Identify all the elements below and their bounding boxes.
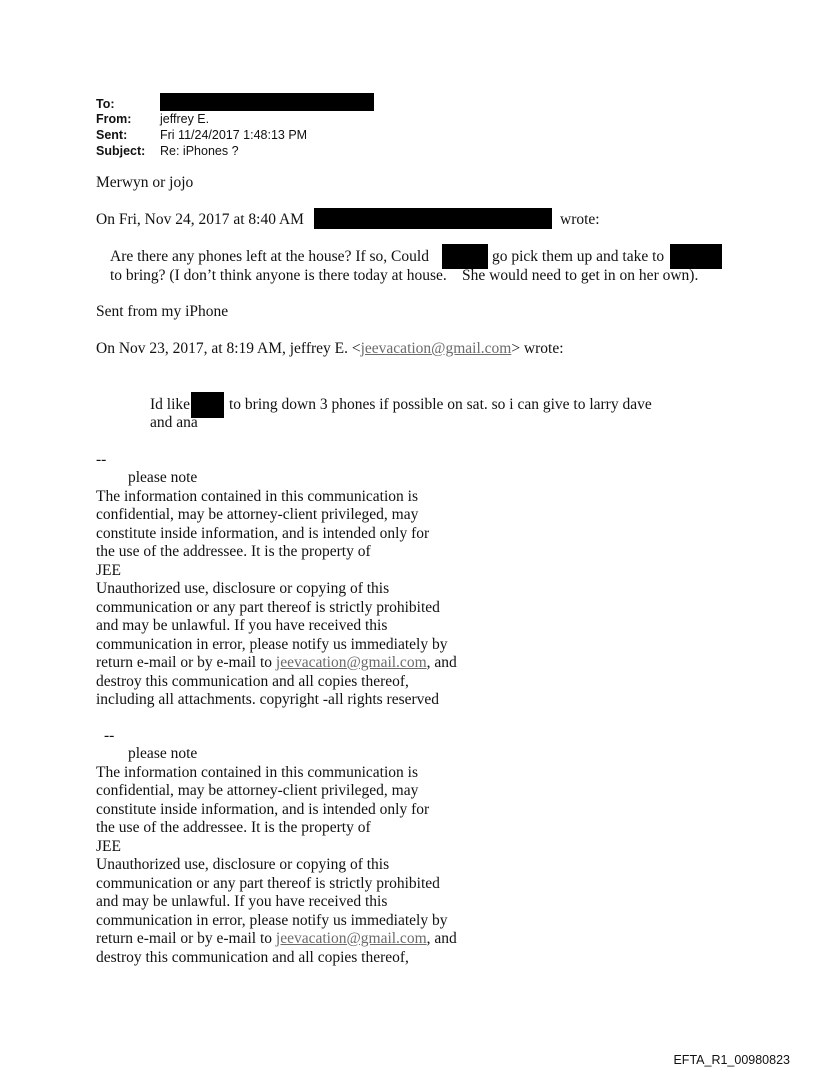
quote2-intro-left: On Nov 23, 2017, at 8:19 AM, jeffrey E. < (96, 340, 361, 357)
disclaimer-1-line: destroy this communication and all copies thereof, (96, 672, 409, 690)
disclaimer-2-line: constitute inside information, and is intended only for (96, 800, 430, 818)
from-value: jeffrey E. (160, 112, 210, 126)
disclaimer-1 (96, 469, 457, 710)
quote2-line1-left: Id like (150, 396, 191, 413)
disclaimer-2-line: JEE (96, 837, 121, 855)
disclaimer-1-line: constitute inside information, and is intended only for (96, 524, 430, 542)
disclaimer-2 (96, 745, 457, 967)
disclaimer-1-email-prefix: return e-mail or by e-mail to (96, 654, 276, 671)
sent-value: Fri 11/24/2017 1:48:13 PM (160, 128, 308, 142)
redaction-sender-email (314, 208, 552, 229)
disclaimer-2-title: please note (128, 745, 198, 762)
redaction-to (160, 93, 374, 111)
redaction-name-2 (670, 244, 722, 269)
disclaimer-2-line: confidential, may be attorney-client privileged, may (96, 782, 419, 799)
disclaimer-1-line: communication or any part thereof is strictly prohibited (96, 598, 440, 616)
quote2-line1-right: to bring down 3 phones if possible on sat. so i can give to larry dave (229, 396, 652, 413)
disclaimer-1-line: confidential, may be attorney-client privileged, may (96, 506, 419, 523)
to-label: To: (96, 97, 115, 111)
quote1-line1-left: Are there any phones left at the house? If so, Could (110, 248, 429, 265)
from-label: From: (96, 112, 132, 126)
quote2-intro-right: > wrote: (511, 340, 564, 357)
redaction-name-1 (442, 244, 488, 269)
sent-from-iphone: Sent from my iPhone (96, 303, 229, 320)
quote1-line2-right: She would need to get in on her own). (462, 267, 699, 284)
disclaimer-2-line: communication in error, please notify us immediately by (96, 911, 448, 929)
disclaimer-1-email-suffix: , and (426, 654, 457, 671)
subject-label: Subject: (96, 144, 146, 158)
disclaimer-1-line: including all attachments. copyright -all rights reserved (96, 691, 440, 708)
quote2-intro (96, 340, 564, 359)
subject-row (96, 143, 496, 159)
disclaimer-1-line: JEE (96, 561, 121, 579)
disclaimer-2-line: Unauthorized use, disclosure or copying of this (96, 856, 390, 873)
disclaimer-1-line: communication in error, please notify us immediately by (96, 635, 448, 653)
disclaimer-1-email-line (96, 654, 457, 673)
quote2-line2: and ana (150, 414, 198, 431)
disclaimer-2-email-suffix: , and (426, 930, 457, 947)
greeting: Merwyn or jojo (96, 174, 194, 191)
quote1-intro-right: wrote: (560, 211, 600, 228)
disclaimer-1-title: please note (128, 469, 198, 486)
disclaimer-1-line: Unauthorized use, disclosure or copying of this (96, 580, 390, 597)
subject-value: Re: iPhones ? (160, 144, 239, 158)
disclaimer-2-email-link[interactable]: jeevacation@gmail.com (275, 930, 427, 947)
disclaimer-2-line: destroy this communication and all copies thereof, (96, 948, 409, 966)
quote1-line1-right: go pick them up and take to (492, 248, 665, 265)
disclaimer-2-line: The information contained in this communication is (96, 763, 418, 781)
disclaimer-1-line: the use of the addressee. It is the property of (96, 543, 371, 560)
disclaimer-2-line: and may be unlawful. If you have received this (96, 893, 388, 910)
disclaimer-1-email-link[interactable]: jeevacation@gmail.com (275, 654, 427, 671)
quote1-intro-left: On Fri, Nov 24, 2017 at 8:40 AM (96, 211, 304, 228)
disclaimer-2-line: communication or any part thereof is strictly prohibited (96, 874, 440, 892)
sent-row (96, 127, 496, 143)
quote1-line2-left: to bring? (I don’t think anyone is there today at house. (110, 267, 447, 284)
signature-separator-1: -- (96, 451, 107, 468)
disclaimer-1-line: and may be unlawful. If you have received this (96, 617, 388, 634)
quote2-email-link[interactable]: jeevacation@gmail.com (360, 340, 512, 357)
disclaimer-1-line: The information contained in this communication is (96, 487, 418, 505)
disclaimer-2-email-line (96, 930, 457, 949)
signature-separator-2: -- (104, 727, 115, 744)
sent-label: Sent: (96, 128, 128, 142)
from-row (96, 111, 496, 127)
disclaimer-2-line: the use of the addressee. It is the property of (96, 819, 371, 836)
disclaimer-2-email-prefix: return e-mail or by e-mail to (96, 930, 276, 947)
document-id: EFTA_R1_00980823 (673, 1053, 790, 1067)
